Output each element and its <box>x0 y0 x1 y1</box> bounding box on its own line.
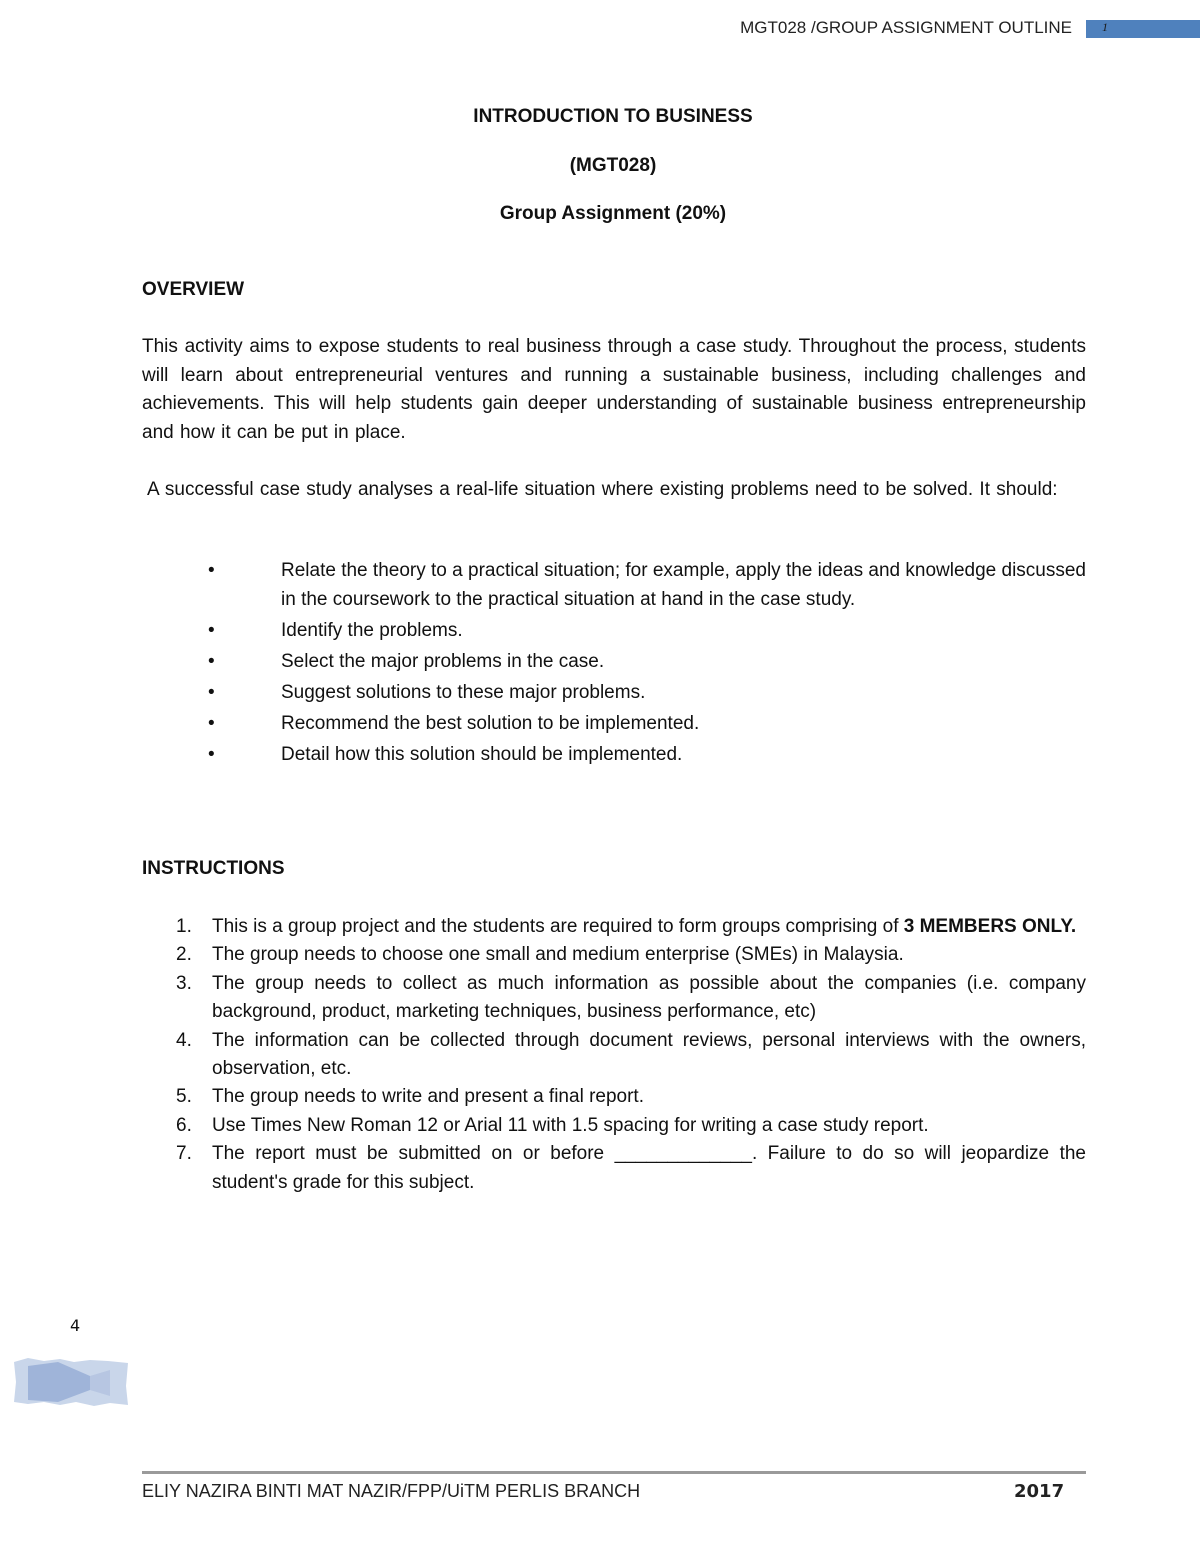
header-page-number: 1 <box>1102 20 1108 34</box>
list-item <box>142 1027 1086 1084</box>
case-study-criteria-list <box>142 557 1086 772</box>
list-item-emphasis: 3 MEMBERS ONLY. <box>903 916 1077 937</box>
course-code: (MGT028) <box>569 155 657 176</box>
course-title: INTRODUCTION TO BUSINESS <box>473 106 753 127</box>
overview-heading: OVERVIEW <box>142 279 245 300</box>
list-number: 4. <box>176 1029 192 1051</box>
list-number: 6. <box>176 1114 192 1136</box>
bullet-icon: • <box>208 681 215 703</box>
list-item <box>142 970 1086 1027</box>
list-item <box>142 617 1086 646</box>
list-item-text: Select the major problems in the case. <box>281 650 605 672</box>
list-number: 1. <box>176 916 192 937</box>
list-item-text: Use Times New Roman 12 or Arial 11 with 1.5 spacing for writing a case study report. <box>212 1114 929 1136</box>
list-item <box>142 557 1086 614</box>
list-number: 5. <box>176 1086 192 1108</box>
instructions-heading: INSTRUCTIONS <box>142 858 285 879</box>
list-number: 3. <box>176 972 192 994</box>
list-item <box>142 913 1086 941</box>
list-item <box>142 741 1086 770</box>
list-item-text: The group needs to write and present a final report. <box>212 1086 644 1108</box>
list-item <box>142 1112 1086 1140</box>
instructions-list <box>142 913 1086 1197</box>
bullet-icon: • <box>208 650 215 672</box>
list-item <box>142 1140 1086 1197</box>
bullet-icon: • <box>208 712 215 734</box>
assignment-title: Group Assignment (20%) <box>499 203 727 224</box>
header-page-number-box <box>1086 20 1200 38</box>
overview-paragraph-2: A successful case study analyses a real-life situation where existing problems need to be solved. It should: <box>147 479 1058 500</box>
bullet-icon: • <box>208 744 215 766</box>
list-item <box>142 648 1086 677</box>
list-item-text: Recommend the best solution to be implemented. <box>281 712 700 734</box>
bullet-icon: • <box>208 560 215 581</box>
list-item-text: Identify the problems. <box>281 619 463 641</box>
list-number: 7. <box>176 1143 192 1165</box>
footer-year: 2017 <box>1014 1481 1065 1502</box>
list-item-text: Detail how this solution should be implemented. <box>281 744 683 766</box>
list-item-text: This is a group project and the students are required to form groups comprising of <box>212 916 904 937</box>
list-item-text: The group needs to choose one small and medium enterprise (SMEs) in Malaysia. <box>212 944 904 966</box>
overview-paragraph-1: This activity aims to expose students to real business through a case study. Throughout the process, students will learn about entrepreneurial ventures and running a sustainable business, including challenges and achievements. This will help students gain deeper understanding of sustainable business entrepreneurship and how it can be put in place. <box>142 336 1086 443</box>
list-item-text: Relate the theory to a practical situation; for example, apply the ideas and knowledge discussed in the coursework to the practical situation at hand in the case study. <box>281 560 1086 610</box>
footer-author: ELIY NAZIRA BINTI MAT NAZIR/FPP/UiTM PERLIS BRANCH <box>142 1481 641 1501</box>
decorative-banner-icon <box>14 1358 128 1408</box>
running-header-title: MGT028 /GROUP ASSIGNMENT OUTLINE <box>740 18 1072 37</box>
list-number: 2. <box>176 944 192 966</box>
list-item <box>142 710 1086 739</box>
footer-divider <box>142 1471 1086 1474</box>
list-item-text: The group needs to collect as much information as possible about the companies (i.e. company background, product, marketing techniques, business performance, etc) <box>212 972 1086 1023</box>
list-item-text: The information can be collected through document reviews, personal interviews with the owners, observation, etc. <box>212 1029 1086 1080</box>
list-item <box>142 941 1086 969</box>
list-item <box>142 679 1086 708</box>
list-item <box>142 1083 1086 1111</box>
bullet-icon: • <box>208 619 215 641</box>
list-item-text: The report must be submitted on or before _____________. Failure to do so will jeopardize the student's grade for this subject. <box>212 1143 1086 1193</box>
side-page-number: 4 <box>70 1316 81 1335</box>
list-item-text: Suggest solutions to these major problems. <box>281 681 646 703</box>
